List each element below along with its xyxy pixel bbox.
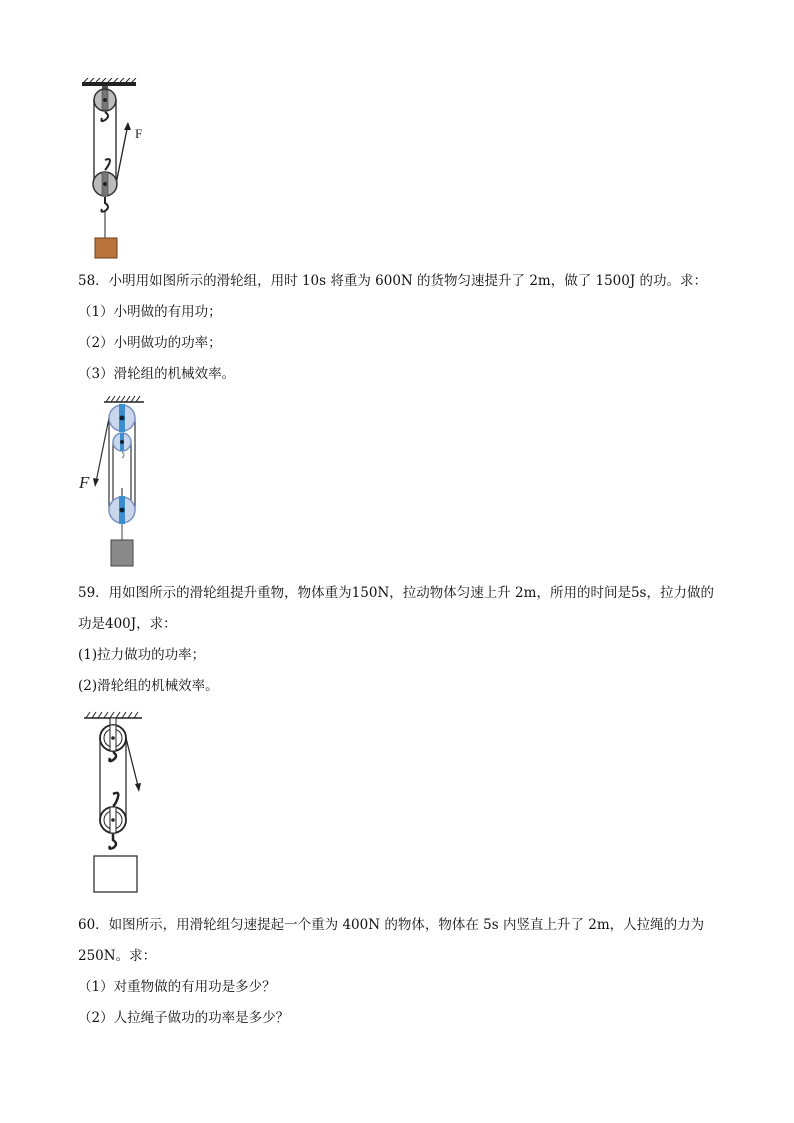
fixed-pulley (100, 718, 126, 761)
pulley-figure-2 (74, 392, 164, 572)
q60-stem-line1: 60．如图所示，用滑轮组匀速提起一个重为 400N 的物体，物体在 5s 内竖直上升了 2m，人拉绳的力为 (78, 917, 705, 933)
cargo-box (111, 540, 133, 566)
force-label: F (135, 126, 143, 141)
pulley-figure-1 (70, 78, 160, 260)
fixed-pulley-small (113, 433, 131, 458)
q59-stem-line2: 功是400J，求： (78, 616, 177, 632)
pulley-figure-3 (80, 708, 150, 896)
fixed-pulley (94, 86, 116, 121)
ceiling-hatch (104, 396, 144, 402)
cargo-box (95, 238, 117, 258)
arrow-down-icon (135, 783, 141, 792)
q58-sub2: （2）小明做功的功率； (78, 335, 222, 351)
movable-pulley (100, 793, 126, 849)
fixed-pulley-large (109, 404, 135, 432)
force-label: F (79, 473, 90, 492)
q60-sub2: （2）人拉绳子做功的功率是多少？ (78, 1010, 290, 1026)
arrow-down-icon (93, 478, 99, 487)
arrow-up-icon (124, 122, 131, 130)
q58-sub3: （3）滑轮组的机械效率。 (78, 366, 236, 382)
ceiling-hatch (82, 78, 136, 86)
q58-sub1: （1）小明做的有用功； (78, 304, 222, 320)
q60-stem-line2: 250N。求： (78, 948, 157, 964)
q59-sub2: (2)滑轮组的机械效率。 (78, 678, 219, 694)
q59-stem-line1: 59．用如图所示的滑轮组提升重物，物体重为150N，拉动物体匀速上升 2m，所用的时间是5s，拉力做的 (78, 585, 714, 601)
q58-stem: 58．小明用如图所示的滑轮组，用时 10s 将重为 600N 的货物匀速提升了 2m，做了 1500J 的功。求： (78, 273, 708, 289)
cargo-box (94, 856, 137, 892)
rope (96, 418, 135, 510)
q60-sub1: （1）对重物做的有用功是多少？ (78, 979, 276, 995)
movable-pulley (93, 159, 117, 238)
rope (94, 100, 128, 184)
ceiling-hatch (84, 712, 142, 718)
q59-sub1: (1)拉力做功的功率； (78, 647, 206, 663)
